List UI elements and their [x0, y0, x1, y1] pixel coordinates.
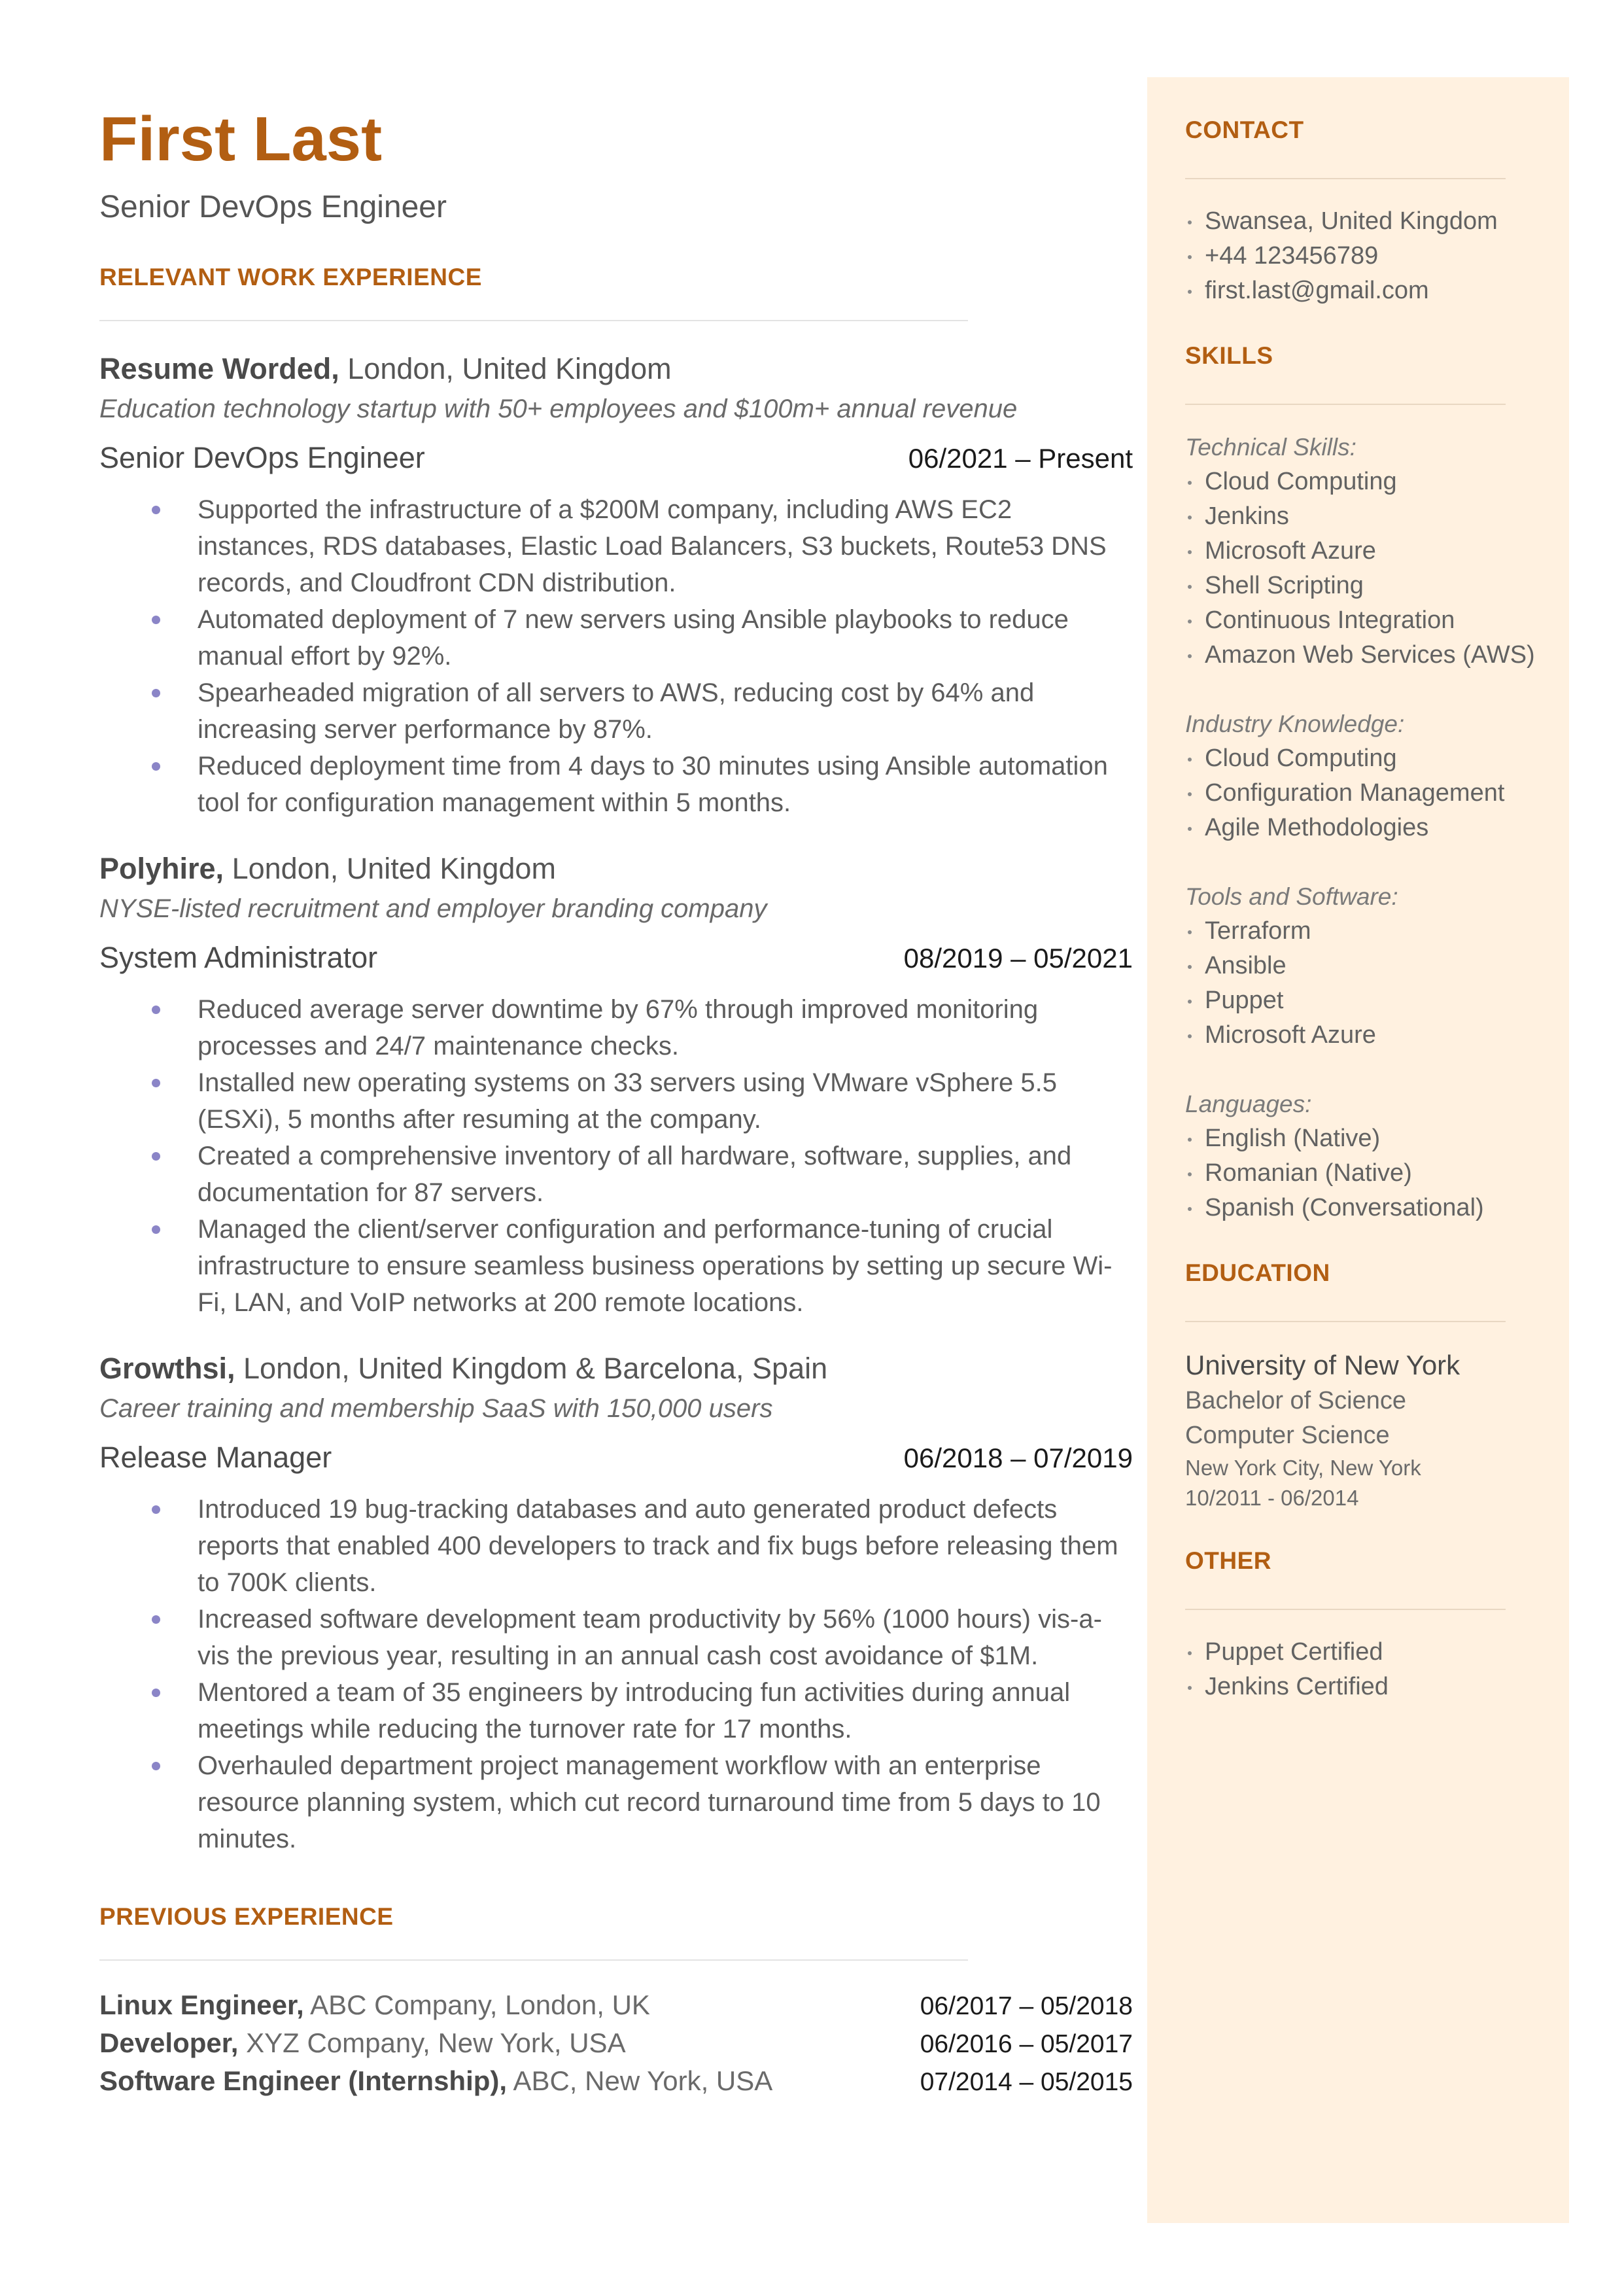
- bullet-dot-icon: [1188, 792, 1192, 796]
- section-title-previous: PREVIOUS EXPERIENCE: [99, 1903, 394, 1931]
- achievement-list: [99, 491, 1133, 821]
- contact-text: first.last@gmail.com: [1205, 277, 1429, 304]
- skill-item: [1185, 949, 1551, 983]
- achievement-list: [99, 991, 1133, 1321]
- skill-text: Cloud Computing: [1205, 745, 1397, 772]
- achievement-item: [99, 1674, 1133, 1747]
- skill-item: [1185, 1156, 1551, 1191]
- achievement-text: Reduced deployment time from 4 days to 30 minutes using Ansible automation tool for configuration management within 5 months.: [198, 752, 1108, 818]
- certification-text: Jenkins Certified: [1205, 1673, 1389, 1700]
- company-name: Resume Worded,: [99, 352, 339, 386]
- skill-text: Cloud Computing: [1205, 468, 1397, 495]
- bullet-dot-icon: [152, 1689, 160, 1697]
- skill-text: Romanian (Native): [1205, 1159, 1412, 1187]
- achievement-item: [99, 991, 1133, 1064]
- previous-dates: 07/2014 – 05/2015: [920, 2068, 1133, 2097]
- certification-item: [1185, 1670, 1551, 1704]
- skill-text: Puppet: [1205, 987, 1284, 1014]
- bullet-dot-icon: [152, 1006, 160, 1014]
- bullet-dot-icon: [1188, 481, 1192, 485]
- skill-text: Terraform: [1205, 917, 1311, 945]
- bullet-dot-icon: [1188, 1138, 1192, 1142]
- skills-section: [1185, 342, 1551, 1225]
- achievement-item: [99, 1064, 1133, 1138]
- company-location: London, United Kingdom & Barcelona, Spain: [243, 1352, 828, 1386]
- education-school: University of New York: [1185, 1350, 1460, 1380]
- skill-item: [1185, 1191, 1551, 1225]
- bullet-dot-icon: [152, 1505, 160, 1514]
- skill-text: Microsoft Azure: [1205, 537, 1376, 565]
- achievement-text: Created a comprehensive inventory of all hardware, software, supplies, and documentation for 87 servers.: [198, 1142, 1072, 1208]
- other-list: [1185, 1635, 1551, 1704]
- section-divider: [99, 1959, 968, 1961]
- skill-item: [1185, 603, 1551, 638]
- job-entry: [99, 351, 1133, 821]
- skill-item: [1185, 534, 1551, 569]
- previous-experience-row: [99, 2063, 1133, 2101]
- previous-role-line: [99, 2063, 772, 2099]
- bullet-dot-icon: [152, 1152, 160, 1161]
- main-column: [99, 105, 1133, 2101]
- previous-place: ABC, New York, USA: [513, 2065, 773, 2097]
- achievement-text: Supported the infrastructure of a $200M company, including AWS EC2 instances, RDS databases, Elastic Load Balancers, S3 buckets, Route53 DNS records, and Cloudfront CDN distribution.: [198, 495, 1107, 598]
- achievement-item: [99, 1491, 1133, 1601]
- bullet-dot-icon: [1188, 620, 1192, 623]
- achievement-text: Spearheaded migration of all servers to AWS, reducing cost by 64% and increasing server performance by 87%.: [198, 678, 1035, 745]
- achievement-text: Introduced 19 bug-tracking databases and auto generated product defects reports that enabled 400 developers to track and fix bugs before releasing them to 700K clients.: [198, 1495, 1118, 1598]
- skill-text: English (Native): [1205, 1125, 1381, 1152]
- section-divider: [1185, 1609, 1506, 1610]
- skill-text: Spanish (Conversational): [1205, 1194, 1484, 1221]
- education-section: [1185, 1259, 1551, 1513]
- skill-list: [1185, 1121, 1551, 1225]
- section-divider: [99, 320, 968, 321]
- company-name: Growthsi,: [99, 1352, 235, 1386]
- previous-role-line: [99, 1987, 650, 2023]
- company-line: [99, 1351, 1133, 1386]
- skill-item: [1185, 569, 1551, 603]
- previous-experience-row: [99, 1987, 1133, 2025]
- skill-text: Jenkins: [1205, 502, 1289, 530]
- skill-list: [1185, 464, 1551, 673]
- skill-list: [1185, 741, 1551, 845]
- skill-group-title: Industry Knowledge:: [1185, 710, 1405, 737]
- previous-role: Software Engineer (Internship),: [99, 2065, 508, 2097]
- bullet-dot-icon: [152, 616, 160, 624]
- certification-text: Puppet Certified: [1205, 1638, 1383, 1666]
- company-description: Career training and membership SaaS with 150,000 users: [99, 1394, 773, 1424]
- skill-group-title: Tools and Software:: [1185, 883, 1398, 910]
- bullet-dot-icon: [1188, 930, 1192, 934]
- achievement-list: [99, 1491, 1133, 1857]
- education-location: New York City, New York: [1185, 1456, 1421, 1480]
- bullet-dot-icon: [1188, 1172, 1192, 1176]
- skill-item: [1185, 638, 1551, 673]
- skill-item: [1185, 811, 1551, 845]
- education-degree: Bachelor of Science: [1185, 1387, 1406, 1414]
- achievement-text: Increased software development team productivity by 56% (1000 hours) vis-a-vis the previous year, resulting in an annual cash cost avoidance of $1M.: [198, 1605, 1102, 1671]
- contact-list: [1185, 204, 1551, 308]
- skill-text: Microsoft Azure: [1205, 1021, 1376, 1049]
- achievement-text: Managed the client/server configuration and performance-tuning of crucial infrastructure to ensure seamless business operations by setting up secure Wi-Fi, LAN, and VoIP networks at 200 remote locations.: [198, 1215, 1113, 1318]
- company-location: London, United Kingdom: [232, 852, 556, 886]
- skill-group-title: Technical Skills:: [1185, 434, 1356, 461]
- bullet-dot-icon: [152, 1079, 160, 1087]
- job-entry: [99, 851, 1133, 1321]
- achievement-item: [99, 1138, 1133, 1211]
- skill-text: Agile Methodologies: [1205, 814, 1429, 841]
- section-title-education: EDUCATION: [1185, 1259, 1330, 1286]
- bullet-dot-icon: [1188, 220, 1192, 224]
- section-title-skills: SKILLS: [1185, 342, 1273, 369]
- achievement-item: [99, 1747, 1133, 1857]
- bullet-dot-icon: [1188, 1000, 1192, 1004]
- skill-item: [1185, 914, 1551, 949]
- bullet-dot-icon: [1188, 516, 1192, 519]
- bullet-dot-icon: [1188, 1651, 1192, 1655]
- bullet-dot-icon: [1188, 827, 1192, 831]
- skill-text: Configuration Management: [1205, 779, 1505, 807]
- skill-item: [1185, 464, 1551, 499]
- skill-text: Shell Scripting: [1205, 572, 1364, 599]
- previous-role-line: [99, 2025, 626, 2061]
- previous-experience-list: [99, 1987, 1133, 2101]
- role-dates: 08/2019 – 05/2021: [903, 943, 1133, 974]
- section-title-other: OTHER: [1185, 1547, 1271, 1574]
- previous-dates: 06/2017 – 05/2018: [920, 1992, 1133, 2021]
- education-major: Computer Science: [1185, 1422, 1390, 1449]
- skill-group-title: Languages:: [1185, 1091, 1312, 1117]
- contact-text: +44 123456789: [1205, 242, 1379, 270]
- role-title: Release Manager: [99, 1441, 332, 1475]
- role-row: [99, 940, 1133, 975]
- section-divider: [1185, 404, 1506, 405]
- role-title: Senior DevOps Engineer: [99, 441, 425, 475]
- role-dates: 06/2018 – 07/2019: [903, 1443, 1133, 1474]
- bullet-dot-icon: [1188, 1686, 1192, 1690]
- achievement-item: [99, 1601, 1133, 1674]
- previous-role: Linux Engineer,: [99, 1989, 304, 2021]
- bullet-dot-icon: [152, 506, 160, 514]
- section-title-contact: CONTACT: [1185, 116, 1304, 143]
- bullet-dot-icon: [1188, 585, 1192, 589]
- skill-item: [1185, 983, 1551, 1018]
- skill-item: [1185, 499, 1551, 534]
- achievement-item: [99, 1211, 1133, 1321]
- sidebar: [1147, 77, 1569, 2223]
- bullet-dot-icon: [1188, 1034, 1192, 1038]
- section-title-work: RELEVANT WORK EXPERIENCE: [99, 264, 482, 291]
- achievement-item: [99, 601, 1133, 674]
- company-description: NYSE-listed recruitment and employer branding company: [99, 894, 767, 924]
- skill-item: [1185, 1018, 1551, 1053]
- other-section: [1185, 1547, 1551, 1704]
- role-dates: 06/2021 – Present: [908, 443, 1133, 474]
- achievement-text: Overhauled department project management workflow with an enterprise resource planning system, which cut record turnaround time from 5 days to 10 minutes.: [198, 1751, 1101, 1854]
- job-entry: [99, 1351, 1133, 1857]
- skill-text: Amazon Web Services (AWS): [1205, 641, 1535, 669]
- bullet-dot-icon: [1188, 255, 1192, 259]
- company-location: London, United Kingdom: [347, 352, 672, 386]
- previous-place: XYZ Company, New York, USA: [246, 2027, 626, 2059]
- bullet-dot-icon: [1188, 290, 1192, 294]
- achievement-item: [99, 674, 1133, 748]
- achievement-text: Installed new operating systems on 33 servers using VMware vSphere 5.5 (ESXi), 5 months after resuming at the company.: [198, 1068, 1058, 1134]
- company-name: Polyhire,: [99, 852, 224, 886]
- skill-item: [1185, 776, 1551, 811]
- company-line: [99, 851, 1133, 886]
- bullet-dot-icon: [1188, 1207, 1192, 1211]
- role-row: [99, 440, 1133, 476]
- bullet-dot-icon: [1188, 758, 1192, 762]
- role-row: [99, 1440, 1133, 1475]
- bullet-dot-icon: [152, 1762, 160, 1770]
- section-divider: [1185, 1321, 1506, 1322]
- skill-text: Ansible: [1205, 952, 1287, 979]
- contact-section: [1185, 116, 1551, 308]
- previous-experience-row: [99, 2025, 1133, 2063]
- bullet-dot-icon: [152, 1615, 160, 1624]
- contact-phone: [1185, 239, 1551, 273]
- bullet-dot-icon: [1188, 965, 1192, 969]
- section-divider: [1185, 178, 1506, 179]
- contact-text: Swansea, United Kingdom: [1205, 207, 1498, 235]
- achievement-item: [99, 748, 1133, 821]
- candidate-title: Senior DevOps Engineer: [99, 189, 447, 224]
- candidate-name: First Last: [99, 104, 383, 174]
- achievement-text: Mentored a team of 35 engineers by introducing fun activities during annual meetings while reducing the turnover rate for 17 months.: [198, 1678, 1071, 1744]
- contact-location: [1185, 204, 1551, 239]
- education-dates: 10/2011 - 06/2014: [1185, 1486, 1359, 1510]
- role-title: System Administrator: [99, 941, 378, 975]
- achievement-text: Reduced average server downtime by 67% through improved monitoring processes and 24/7 maintenance checks.: [198, 995, 1039, 1061]
- company-line: [99, 351, 1133, 387]
- bullet-dot-icon: [1188, 550, 1192, 554]
- previous-place: ABC Company, London, UK: [310, 1989, 650, 2021]
- bullet-dot-icon: [152, 762, 160, 771]
- bullet-dot-icon: [152, 689, 160, 697]
- skill-text: Continuous Integration: [1205, 606, 1455, 634]
- sidebar-content: [1185, 116, 1551, 1738]
- previous-dates: 06/2016 – 05/2017: [920, 2030, 1133, 2059]
- contact-email: [1185, 273, 1551, 308]
- company-description: Education technology startup with 50+ employees and $100m+ annual revenue: [99, 394, 1018, 424]
- skill-item: [1185, 1121, 1551, 1156]
- skill-item: [1185, 741, 1551, 776]
- achievement-item: [99, 491, 1133, 601]
- previous-role: Developer,: [99, 2027, 239, 2059]
- achievement-text: Automated deployment of 7 new servers using Ansible playbooks to reduce manual effort by 92%.: [198, 605, 1069, 671]
- bullet-dot-icon: [1188, 654, 1192, 658]
- certification-item: [1185, 1635, 1551, 1670]
- skill-list: [1185, 914, 1551, 1053]
- bullet-dot-icon: [152, 1225, 160, 1234]
